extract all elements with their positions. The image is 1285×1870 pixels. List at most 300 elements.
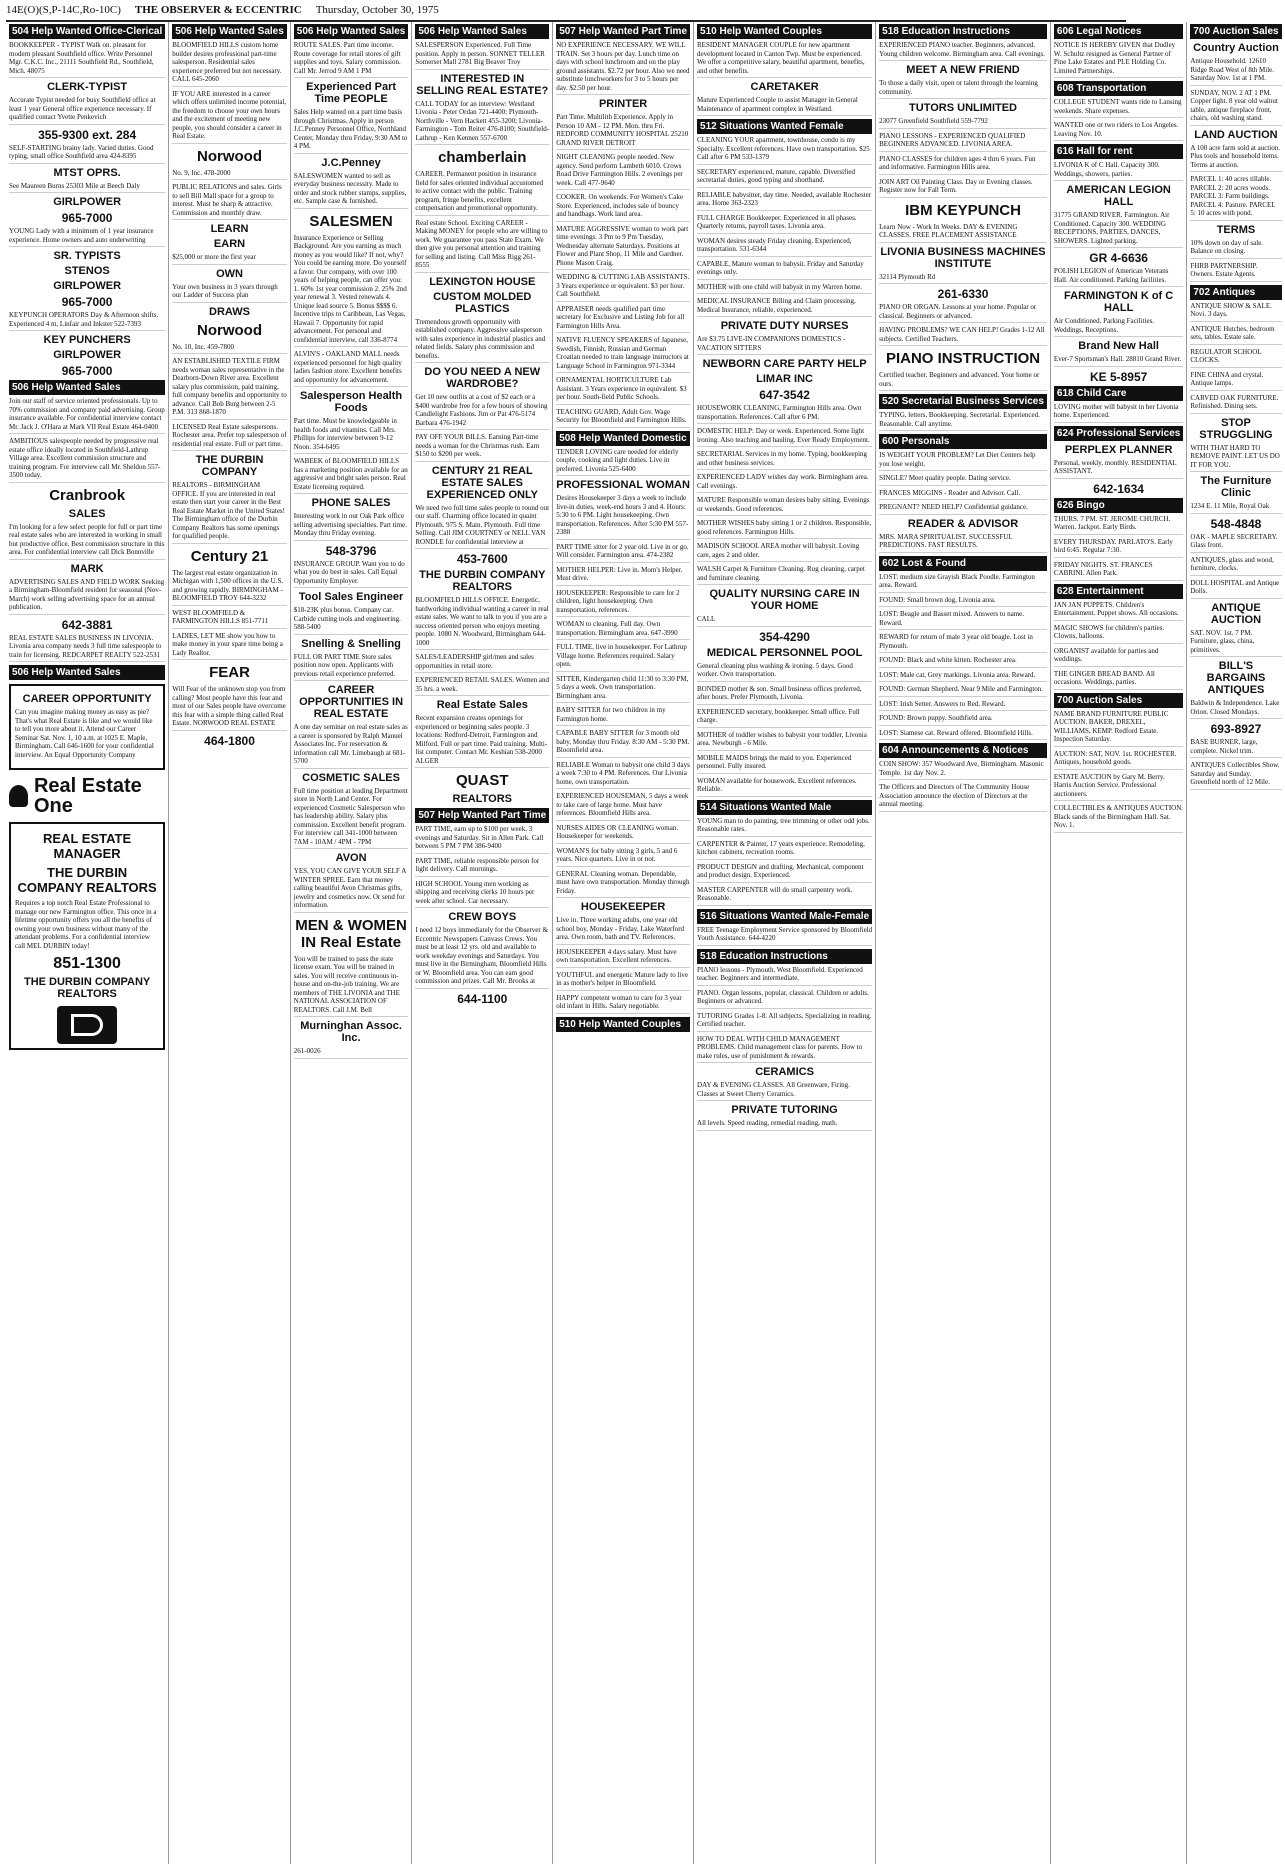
ad-heading: DRAWS — [209, 305, 250, 318]
classified-ad: PIANO OR ORGAN. Lessons at your home. Popular or classical. Beginners or advanced. — [879, 303, 1047, 323]
classified-ad: LOVING mother will babysit in her Livonia home. Experienced. — [1054, 403, 1183, 423]
classified-ad: PIANO. Organ lessons, popular, classical. Children or adults. Beginners or advanced. — [697, 989, 872, 1009]
ad-heading: OWN — [216, 267, 243, 280]
classified-ad: CLEANING YOUR apartment, townhouse, condo is my Specialty. Excellent references. Have own transportation. $25 Call after 6 PM 533-1379 — [697, 136, 872, 165]
ad-heading: AMERICAN LEGION HALL — [1066, 184, 1171, 208]
classified-ad: SUNDAY, NOV. 2 AT 1 PM. Copper light. 8 year old walnut table, antique fireplace front, chairs, old washing stand. — [1190, 89, 1281, 126]
classified-ad: ORNAMENTAL HORTICULTURE Lab Assistant. 3 Years experience in equivalent. $3 per hour. South-field Public Schools. — [556, 376, 690, 405]
classified-ad: HOUSEWORK CLEANING, Farmington Hills area. Own transportation. References. Call after 6 PM. — [697, 404, 872, 424]
ad-phone: KE 5-8957 — [1089, 369, 1148, 384]
ad-phone: 851-1300 — [53, 955, 121, 972]
classified-ad: Are $3.75 LIVE-IN COMPANIONS DOMESTICS - VACATION SITTERS — [697, 335, 872, 355]
classified-ad: PIANO LESSONS - EXPERIENCED QUALIFIED BEGINNERS ADVANCED. LIVONIA AREA. — [879, 132, 1047, 152]
ad-heading: SALES — [68, 507, 106, 520]
classified-ad: COLLEGE STUDENT wants ride to Lansing weekends. Share expenses. — [1054, 98, 1183, 118]
classified-ad: RELIABLE Woman to babysit one child 3 days a week 7:30 to 4 PM. References. Our Livonia home, own transportation. — [556, 761, 690, 790]
ad-heading: CREW BOYS — [448, 911, 517, 923]
classified-ad: Sales Help wanted on a part time basis through Christmas. Apply in person J.C.Penney Personnel Office, Northland Center, Monday thru Friday, 9:30 AM to 4 PM. — [294, 108, 409, 154]
classified-ad: AMBITIOUS salespeople needed by progressive real estate office ideally located in Southfield-Lathrup Village area. Excellent commission structure and training program. For interview call Mr. Sheldon 557-3500 today. — [9, 437, 165, 483]
classified-ad: PIANO lessons - Plymouth. West Bloomfield. Experienced teacher. Beginners and intermediate. — [697, 966, 872, 986]
classified-ad: FREE Teenage Employment Service sponsored by Bloomfield Youth Assistance. 644-4220 — [697, 926, 872, 946]
ad-phone: 644-1100 — [457, 991, 508, 1006]
classified-ad: Desires Housekeeper 3 days a week to include live-in duties, week-end hours 3 and 4. Hours: 5:30 to 6 PM. Light housekeeping. Own transportation. References. After 5:30 PM 557-2388 — [556, 494, 690, 540]
ad-heading: Country Auction — [1193, 42, 1279, 54]
ad-heading: CAREER OPPORTUNITY — [22, 693, 152, 705]
issue-date: Thursday, October 30, 1975 — [315, 4, 439, 16]
classified-ad: Personal, weekly, monthly. RESIDENTIAL ASSISTANT. — [1054, 459, 1183, 479]
classified-ad: FINE CHINA and crystal. Antique lamps. — [1190, 371, 1281, 391]
classified-ad: WALSH Carpet & Furniture Cleaning. Rug cleaning, carpet and furniture cleaning. — [697, 565, 872, 585]
classified-ad: COOKER. On weekends. For Women's Cake Store. Experienced, includes sale of bouncy and handbags. Work land area. — [556, 193, 690, 222]
ad-heading: READER & ADVISOR — [907, 517, 1019, 530]
classified-ad: PAY OFF YOUR BILLS. Earning Part-time needs a woman for the Christmas rush. Earn $150 to $200 per week. — [415, 433, 549, 462]
section-header: 520 Secretarial Business Services — [879, 394, 1047, 409]
ad-heading: BILL'S BARGAINS ANTIQUES — [1206, 660, 1266, 696]
ad-heading: THE DURBIN COMPANY — [195, 454, 264, 478]
classified-ad: MASTER CARPENTER will do small carpentry work. Reasonable. — [697, 886, 872, 906]
ad-phone: 965-7000 — [61, 364, 113, 378]
classified-ad: Will Fear of the unknown stop you from calling? Most people have this fear and most of our Sales people have overcome this fear with a simple thing called Real Estate. NORWOOD REAL ESTATE — [172, 685, 287, 731]
classified-ad: NOTICE IS HEREBY GIVEN that Dudley W. Schultz resigned as General Partner of Pine Lake Estates and PLE Holding Co. Limited Partnerships. — [1054, 41, 1183, 78]
ad-heading: PHONE SALES — [311, 497, 391, 509]
ad-heading: TUTORS UNLIMITED — [909, 102, 1018, 114]
section-header: 624 Professional Services — [1054, 426, 1183, 441]
classified-ad: HOUSEKEEPER 4 days salary. Must have own transportation. Excellent references. — [556, 948, 690, 968]
classified-ad: YOUNG man to do painting, tree trimming or other odd jobs. Reasonable rates. — [697, 817, 872, 837]
ad-heading: THE DURBIN COMPANY REALTORS — [23, 976, 151, 1000]
classified-ad: NO EXPERIENCE NECESSARY. WE WILL TRAIN. Set 3 hours per day. Lunch time on days with school lunchroom and on the play ground assistants. $2.72 per hour. Also we need substitute lunchworkers for 3 to 5 hours per day. $2.50 per hour. — [556, 41, 690, 95]
ad-heading: ANTIQUE AUCTION — [1210, 601, 1262, 626]
ad-phone: 548-4848 — [1210, 516, 1262, 531]
classified-ad: No. 10, Inc. 459-7800 — [172, 343, 287, 355]
classified-ad: AN ESTABLISHED TEXTILE FIRM needs woman sales representative in the Dearborn-Down River area. Excellent salary plus commission, paid training, full company benefits and opportunity to advance. Call Bob Burg between 2-5 P.M. 313 868-1870 — [172, 357, 287, 420]
classified-ad: Part time. Must be knowledgeable in health foods and vitamins. Call Mrs. Phillips for interview between 9-12 Noon. 354-6495 — [294, 417, 409, 454]
classified-ad: $18-23K plus bonus. Company car. Carbide cutting tools and engineering. 588-5400 — [294, 606, 409, 635]
classified-ad: ANTIQUES Collectibles Show. Saturday and Sunday. Greenfield north of 12 Mile. — [1190, 761, 1281, 790]
ad-heading: Snelling & Snelling — [301, 637, 401, 650]
classified-ad: Air Conditioned. Parking Facilities. Weddings, Receptions. — [1054, 317, 1183, 337]
column-9 — [1187, 22, 1284, 1864]
classified-ad: PART TIME, reliable responsible person for light delivery. Call mornings. — [415, 857, 549, 877]
ad-display-title: Century 21 — [190, 547, 269, 565]
section-header: 700 Auction Sales — [1054, 693, 1183, 708]
classified-ad: Baldwin & Independence. Lake Orion. Closed Mondays. — [1190, 699, 1281, 719]
classified-ad: PARCEL 1: 40 acres tillable. PARCEL 2: 20 acres woods. PARCEL 3: Farm buildings. PARCEL 4: Pasture. PARCEL 5: 10 acres with pond. — [1190, 175, 1281, 221]
classified-ad: MOTHER of toddler wishes to babysit your toddler, Livonia area. Newburgh - 6 Mile. — [697, 731, 872, 751]
classified-ad: LADIES, LET ME show you how to make money in your spare time being a Lady Realtor. — [172, 632, 287, 661]
logo-label: Real Estate One — [33, 775, 142, 817]
classified-ad: CALL TODAY for an interview: Westland Livonia - Peter Ordan 721-4400; Plymouth-Northville - Vern Hackett 455-3200; Livonia-Farmington - Tom Reiter 476-8100; Southfield-Lathrup - Ken Kennen 557-6700 — [415, 100, 549, 146]
classified-ad: DOMESTIC HELP: Day or week. Experienced. Some light ironing. Also teaching and hauling. Ever Ready Employment. — [697, 427, 872, 447]
classified-ad: Full time position at leading Department store in North Land Center. For experienced Cosmetic Salesperson who has leadership ability. Salary plus commission. Excellent benefit program. For interview call 341-1000 between 7AM - 10AM / 4PM - 7PM — [294, 787, 409, 850]
section-header: 507 Help Wanted Part Time — [415, 808, 549, 823]
ad-display-title: IBM KEYPUNCH — [905, 201, 1021, 219]
classified-ad: We need two full time sales people to round out our staff. Charming office located in quaint Plymouth. 975 S. Main. Plymouth. Full time Selling. Call JIM COURTNEY or NELL VAN RONDLE for confidential interview at — [415, 504, 549, 550]
ad-heading: LEXINGTON HOUSE — [429, 275, 536, 288]
section-header: 518 Education Instructions — [697, 949, 872, 964]
classified-ad: Certified teacher. Beginners and advanced. Your home or ours. — [879, 371, 1047, 391]
classified-ad: ANTIQUE SHOW & SALE. Novi. 3 days. — [1190, 302, 1281, 322]
section-header: 600 Personals — [879, 434, 1047, 449]
classified-ad: Get 10 new outfits at a cost of $2 each or a $400 wardrobe free for a few hours of showing Candlelight Fashions. Jim or Pat 476-5174 Barbara 476-1942 — [415, 393, 549, 430]
section-header: 628 Entertainment — [1054, 584, 1183, 599]
classified-ad: LOST: Male cat, Grey markings. Livonia area. Reward. — [879, 671, 1047, 683]
ad-heading: THE DURBIN COMPANY REALTORS — [419, 569, 546, 593]
classified-ad: See Maureen Burns 25303 Mile at Beech Daly — [9, 182, 165, 194]
ad-display-title: SALESMEN — [309, 212, 393, 230]
ad-phone: 965-7000 — [61, 295, 113, 309]
classified-ad: ADVERTISING SALES AND FIELD WORK Seeking a Birmingham-Bloomfield resident for seasonal (Nov-March) work selling advertising space for an annual publication. — [9, 578, 165, 615]
classified-ad: SELF-STARTING brainy lady. Varied duties. Good typing, small office Southfield area 424-8395 — [9, 144, 165, 164]
realty-logo — [9, 776, 165, 816]
classified-ad: PART TIME sitter for 2 year old. Live in or go. Will consider. Farmington area. 474-2382 — [556, 543, 690, 563]
ad-heading: SR. TYPISTS — [53, 250, 121, 262]
ad-heading: REAL ESTATE MANAGER — [43, 831, 132, 861]
ad-heading: GIRLPOWER — [53, 196, 122, 208]
column-4 — [412, 22, 553, 1864]
classified-ad: PUBLIC RELATIONS and sales. Girls to sell Bill Mall space for a group to interest. Must be sharp & attractive. Commission and monthly draw. — [172, 183, 287, 220]
ad-phone: 693-8927 — [1210, 722, 1262, 736]
classified-ad: BLOOMFIELD HILLS OFFICE. Energetic, hardworking individual wanting a career in real estate sales. We want to talk to you if you are a success oriented person who enjoys meeting people. 1080 N. Woodward, Birmingham 644-1000 — [415, 596, 549, 650]
classified-ad: Recent expansion creates openings for experienced or beginning sales people. 3 locations: Redford-Detroit, Farmington and Milford. Full or part time. Paid training. Multi-list computer. Contact Mr. Keshian 538-2000 ALGER — [415, 714, 549, 768]
section-header: 618 Child Care — [1054, 386, 1183, 401]
classified-ad: AUCTION: SAT, NOV. 1st. ROCHESTER. Antiques, household goods. — [1054, 750, 1183, 770]
classified-ad: SECRETARIAL Services in my home. Typing, bookkeeping and other business services. — [697, 450, 872, 470]
ad-heading: CUSTOM MOLDED PLASTICS — [433, 290, 532, 315]
classified-ad: Real estate School. Exciting CAREER - Making MONEY for people who are willing to work. We guarantee you pass State Exam. We then give you personal attention and training for selling and listing. Call Miss Rigg 261-8555 — [415, 219, 549, 273]
section-header: 506 Help Wanted Sales — [9, 380, 165, 395]
classified-ad: Learn Now - Work In Weeks. DAY & EVENING CLASSES. FREE PLACEMENT ASSISTANCE — [879, 223, 1047, 243]
ad-heading: LIMAR INC — [756, 373, 813, 385]
classified-ad: WABEEK of BLOOMFIELD HILLS has a marketing position available for an aggressive and bright sales person. Real Estate licensing required. — [294, 457, 409, 494]
classified-columns — [6, 22, 1280, 1864]
ad-phone: 453-7600 — [456, 552, 508, 566]
ad-heading: J.C.Penney — [321, 156, 381, 169]
classified-ad: Accurate Typist needed for busy Southfield office at least 1 year General office experience necessary. If qualified contact Yvette Penkevich — [9, 96, 165, 125]
classified-ad: ALVIN'S - OAKLAND MALL needs experienced personnel for high quality ladies fashion store. Excellent benefits and opportunity for advancement. — [294, 350, 409, 387]
classified-ad: MATURE AGGRESSIVE woman to work part time evenings. 3 Pm to 9 Pm Tuesday, Wednesday alternate Saturdays. Positions at Flower and Plant Shop, 11 Mile and Gardner. Phone Mason Craig. — [556, 225, 690, 271]
classified-ad: HAPPY competent woman to care for 3 year old infant in Hills. Salary negotiable. — [556, 994, 690, 1014]
ad-heading: CLERK-TYPIST — [47, 81, 128, 93]
durbin-logo-icon — [57, 1006, 117, 1044]
classified-ad: LOST: Irish Setter. Answers to Red. Reward. — [879, 700, 1047, 712]
section-header: 700 Auction Sales — [1190, 24, 1281, 39]
ad-heading: KEY PUNCHERS — [43, 334, 131, 346]
section-header: 626 Bingo — [1054, 498, 1183, 513]
section-header: 516 Situations Wanted Male-Female — [697, 909, 872, 924]
classified-ad: MOTHER HELPER: Live in. Mom's Helper. Must drive. — [556, 566, 690, 586]
classified-ad: YES, YOU CAN GIVE YOUR SELF A WINTER SPREE. Earn that money calling beautiful Avon Christmas gifts, jewelry and cosmetics now. Or send for information. — [294, 867, 409, 913]
ad-display-title: PIANO INSTRUCTION — [885, 350, 1041, 367]
classified-ad: FRANCES MIGGINS - Reader and Advisor. Call. — [879, 489, 1047, 501]
section-header: 514 Situations Wanted Male — [697, 800, 872, 815]
classified-ad: SALES/LEADERSHIP girl/men and sales opportunities in retail store. — [415, 653, 549, 673]
ad-heading: PRIVATE DUTY NURSES — [720, 320, 849, 332]
classified-ad: Interesting work in our Oak Park office selling advertising specialties. Part time. Monday thru Friday evening. — [294, 512, 409, 541]
classified-ad: TUTORING Grades 1-8. All subjects. Specializing in reading. Certified teacher. — [697, 1012, 872, 1032]
classified-ad: FULL TIME, live in housekeeper. For Lathrup Village home. References required. Salary open. — [556, 643, 690, 672]
classified-ad: WOMAN desires steady Friday cleaning. Experienced, transportation. 531-6344 — [697, 237, 872, 257]
classified-ad: NATIVE FLUENCY SPEAKERS of Japanese, Swedish, Finnish, Russian and German Croatian needed to train language instructors at Language School in Farmington 971-3344 — [556, 336, 690, 373]
classified-ad: PART TIME, earn up to $100 per week. 3 evenings and Saturday. Sit in Allen Park. Call between 5 PM 7 PM 386-9400 — [415, 825, 549, 854]
classified-ad: CAREER. Permanent position in insurance field for sales oriented individual accustomed to active contact with the public. Training program, fringe benefits, excellent compensation and promotional opportunity. — [415, 170, 549, 216]
classified-ad: CARPENTER & Painter, 17 years experience. Remodeling, kitchen cabinets, recreation rooms. — [697, 840, 872, 860]
column-7 — [876, 22, 1051, 1864]
section-header: 616 Hall for rent — [1054, 144, 1183, 159]
classified-ad: ANTIQUES, glass and wood, furniture, clocks. — [1190, 556, 1281, 576]
ad-heading: STENOS — [64, 265, 110, 277]
classified-ad: All levels. Speed reading, remedial reading, math. — [697, 1119, 872, 1131]
section-header: 510 Help Wanted Couples — [556, 1017, 690, 1032]
classified-ad: ROUTE SALES. Part time income. Route coverage for retail stores of gift supplies and toys. Salary commission. Call Mr. Jerrod 9 AM 1 PM — [294, 41, 409, 78]
ad-phone: 647-3542 — [759, 388, 810, 402]
ad-text: Can you imagine making money as easy as pie? That's what Real Estate is like and we would like to tell you more about it. Attend our Career Seminar Sat. Nov. 1, 10 a.m. at 1025 E. Maple, Birmingham. Call 646-1600 for your confidential interview. An Equal Opportunity Company — [15, 708, 154, 759]
ad-heading: Brand New Hall — [1078, 340, 1159, 352]
classified-ad: BONDED mother & son. Small business offices preferred, after hours. Prefer Plymouth, Livonia. — [697, 685, 872, 705]
ad-heading: MEET A NEW FRIEND — [906, 64, 1020, 76]
section-header: 506 Help Wanted Sales — [9, 665, 165, 680]
classified-ad: The largest real estate organization in Michigan with 1,500 offices in the U.S. and growing rapidly. BIRMINGHAM - BLOOMFIELD TROY 644-3232 — [172, 569, 287, 606]
classified-ad: KEYPUNCH OPERATORS Day & Afternoon shifts. Experienced 4 m, Linfair and Inkster 522-7393 — [9, 311, 165, 331]
classified-ad: HIGH SCHOOL Young men working as shipping and receiving clerks 10 hours per week after school. Car necessary. — [415, 880, 549, 909]
ad-heading: CERAMICS — [755, 1066, 814, 1078]
classified-ad: Join our staff of service oriented professionals. Up to 70% commission and company paid advertising. Group insurance available. For confidential interview contact Mr. Jack J. O'Hara at Mark VII Real Estate 464-0400 — [9, 397, 165, 434]
column-5 — [553, 22, 694, 1864]
classified-ad: BABY SITTER for two children in my Farmington home. — [556, 706, 690, 726]
classified-ad: LOST: Siamese cat. Reward offered. Bloomfield Hills. — [879, 729, 1047, 741]
classified-ad: WEDDING & CUTTING LAB ASSISTANTS. 3 Years experience or equivalent. $3 per hour. Call Southfield. — [556, 273, 690, 302]
ad-phone: 261-6330 — [937, 287, 989, 301]
ad-heading: INTERESTED IN SELLING REAL ESTATE? — [416, 72, 549, 97]
ad-phone: 548-3796 — [325, 543, 377, 558]
ad-heading: QUALITY NURSING CARE IN YOUR HOME — [709, 588, 860, 612]
ad-phone: 642-1634 — [1093, 481, 1144, 496]
classified-ad: REALTORS - BIRMINGHAM OFFICE. If you are interested in real estate then start your career in the Best Real Estate Market in the United States! The Birmingham office of the Durbin Company Realtors has some openings for qualified people. — [172, 481, 287, 544]
classified-ad: CAPABLE, Mature woman to babysit. Friday and Saturday evenings only. — [697, 260, 872, 280]
ad-heading: DO YOU NEED A NEW WARDROBE? — [424, 366, 541, 390]
classified-ad: LIVONIA K of C Hall. Capacity 300. Weddings, showers, parties. — [1054, 161, 1183, 181]
classified-ad: SAT. NOV. 1st. 7 PM. Furniture, glass, china, primitives. — [1190, 629, 1281, 658]
classified-ad: MOTHER with one child will babysit in my Warren home. — [697, 283, 872, 295]
classified-ad: EXPERIENCED RETAIL SALES. Women and 35 hrs. a week. — [415, 676, 549, 696]
section-header: 602 Lost & Found — [879, 556, 1047, 571]
classified-ad: Live in. Three working adults, one year old school boy, Monday - Friday. Lake Waterford area. Own room, bath and TV. References. — [556, 916, 690, 945]
classified-ad: EXPERIENCED HOUSEMAN, 5 days a week to take care of large home. Must have references. Bloomfield Hills area. — [556, 792, 690, 821]
classified-ad: FULL CHARGE Bookkeeper. Experienced in all phases. Quarterly returns, payroll taxes. Livonia area. — [697, 214, 872, 234]
ad-heading: LIVONIA BUSINESS MACHINES INSTITUTE — [880, 245, 1046, 270]
classified-ad: REAL ESTATE SALES BUSINESS IN LIVONIA. Livonia area company needs 3 full time salespeople to train for licensing. REDCARPET REALTY 522-2531 — [9, 634, 165, 663]
classified-ad: SALESPERSON Experienced. Full Time position. Apply in person. SONNET TELLER Somerset Mall 2781 Big Beaver Troy — [415, 41, 549, 70]
classified-ad: TEACHING GUARD, Adult Gov. Wage Security for Bloomfield and Farmington Hills. — [556, 408, 690, 428]
ad-heading: Experienced Part Time PEOPLE — [306, 81, 397, 105]
classified-ad: MADISON SCHOOL AREA mother will babysit. Loving care, ages 2 and older. — [697, 542, 872, 562]
ad-heading: MTST OPRS. — [53, 166, 121, 179]
section-header: 512 Situations Wanted Female — [697, 119, 872, 134]
classified-ad: NAME BRAND FURNITURE PUBLIC AUCTION. BAKER, DREXEL, WILLIAMS, KEMP. Redford Estate. Inspection Saturday. — [1054, 710, 1183, 747]
classified-ad: MOBILE MAIDS brings the maid to you. Experienced personnel. Fully insured. — [697, 754, 872, 774]
classified-ad: 32114 Plymouth Rd — [879, 273, 1047, 285]
classified-ad: BOOKKEEPER - TYPIST Walk on. pleasant for modern pleasant Southfield office. Write Personnel Mgr. C.K.C. Inc., 21111 Southfield Rd., Southfield, Mich. 48075 — [9, 41, 165, 78]
classified-ad: Insurance Experience or Selling Background. Are you earning as much money as you would like? If not, why? You could be earning more. Do yourself a favor. Our company, with over 100 years of helping people, can offer you: 1. 60% 1st year commission 2. 25% 2nd year renewal 3. Vested renewals 4. Unique lead source 5. Bonus $$$$ 6. Incentive trips to Caribbean, Las Vegas, Hawaii 7. Opportunity for rapid advancement. For personal and confidential interview, call 336-8774 — [294, 234, 409, 348]
section-header: 518 Education Instructions — [879, 24, 1047, 39]
classified-ad: IF YOU ARE interested in a career which offers unlimited income potential, the freedom to choose your own hours and the excitement of meeting new people, you should consider a career in Real Estate. — [172, 90, 287, 144]
classified-ad: DAY & EVENING CLASSES. All Greenware, Firing. Classes at Sweet Cherry Ceramics. — [697, 1081, 872, 1101]
column-8 — [1051, 22, 1187, 1864]
classified-ad: MEDICAL INSURANCE Billing and Claim processing, Medical Insurance, reliable, experienced. — [697, 297, 872, 317]
ad-phone: 355-9300 ext. 284 — [38, 127, 137, 142]
ad-heading: Real Estate Sales — [436, 699, 528, 711]
classified-ad: No. 9, Inc. 478-2000 — [172, 169, 287, 181]
classified-ad: ORGANIST available for parties and weddings. — [1054, 647, 1183, 667]
ad-heading: STOP STRUGGLING — [1199, 416, 1273, 441]
classified-ad: THURS. 7 PM. ST. JEROME CHURCH. Warren. Jackpot. Early Birds. — [1054, 515, 1183, 535]
ad-heading: FARMINGTON K of C HALL — [1064, 290, 1174, 314]
ad-heading: PRINTER — [598, 98, 648, 110]
ad-heading: CENTURY 21 REAL ESTATE SALES EXPERIENCED ONLY — [426, 464, 538, 501]
classified-ad: 1234 E. 11 Mile, Royal Oak — [1190, 502, 1281, 514]
ad-heading: PRIVATE TUTORING — [731, 1104, 838, 1116]
classified-ad: CAPABLE BABY SITTER for 3 month old baby, Monday thru Friday. 8:30 AM - 5:30 PM. Bloomfield area. — [556, 729, 690, 758]
classified-ad: YOUNG Lady with a minimum of 1 year insurance experience. Home owners and auto underwriting — [9, 227, 165, 247]
classified-ad: Your own business in 3 years through our Ladder of Success plan — [172, 283, 287, 303]
ad-heading: LEARN — [210, 223, 249, 235]
house-icon — [9, 785, 28, 807]
classified-ad: MOTHER WISHES baby sitting 1 or 2 children. Responsible, good references. Farmington Hills. — [697, 519, 872, 539]
classified-ad: A 100 acre farm sold at auction. Plus tools and household items. Terms at auction. — [1190, 144, 1281, 173]
section-header: 510 Help Wanted Couples — [697, 24, 872, 39]
classified-ad: WANTED one or two riders to Los Angeles. Leaving Nov. 10. — [1054, 121, 1183, 141]
ad-phone: 464-1800 — [204, 733, 255, 748]
ad-phone: 642-3881 — [61, 617, 113, 632]
column-2 — [169, 22, 291, 1864]
section-header: 608 Transportation — [1054, 81, 1183, 96]
section-header: 606 Legal Notices — [1054, 24, 1183, 39]
classified-ad: COIN SHOW: 357 Woodward Ave, Birmingham. Masonic Temple. 1st day Nov. 2. — [879, 760, 1047, 780]
section-header: 506 Help Wanted Sales — [294, 24, 409, 39]
classified-ad: FHRB PARTNERSHIP. Owners. Estate Agents. — [1190, 262, 1281, 282]
classified-ad: EXPERIENCED LADY wishes day work. Birmingham area. Call evenings. — [697, 473, 872, 493]
ad-text: Requires a top notch Real Estate Professional to manage our new Farmington office. This once in a lifetime opportunity offers you all the benefits of owning your own business without many of the attendant problems. For a confidential interview call MEL DURBIN today! — [15, 899, 157, 950]
classified-ad: SITTER, Kindergarten child 11:30 to 3:30 PM, 5 days a week. Own transportation. Birmingham area. — [556, 675, 690, 704]
section-header: 504 Help Wanted Office-Clerical — [9, 24, 165, 39]
classified-ad: OAK - MAPLE SECRETARY. Glass front. — [1190, 533, 1281, 553]
ad-heading: The Furniture Clinic — [1200, 475, 1272, 499]
section-header: 508 Help Wanted Domestic — [556, 431, 690, 446]
section-header: 604 Announcements & Notices — [879, 743, 1047, 758]
ad-display-title: Cranbrook — [49, 486, 126, 504]
ad-heading: Tool Sales Engineer — [298, 591, 404, 603]
classified-ad: EXPERIENCED PIANO teacher. Beginners, advanced. Young children welcome. Birmingham area. Call evenings. — [879, 41, 1047, 61]
ad-heading: REALTORS — [452, 793, 513, 805]
ad-display-title: Norwood — [197, 321, 263, 339]
classified-ad: CARVED OAK FURNITURE. Refinished. Dining sets. — [1190, 394, 1281, 414]
classified-ad: A one day seminar on real estate sales as a career is sponsored by Ralph Manuel Associates Inc. For reservation & information call Mr. Limebaugh at 681-5700 — [294, 723, 409, 769]
section-header: 507 Help Wanted Part Time — [556, 24, 690, 39]
ad-heading: COSMETIC SALES — [302, 771, 400, 784]
ad-heading: TERMS — [1216, 223, 1256, 236]
display-ad-box — [9, 684, 165, 770]
classified-ad: JOIN ART Oil Painting Class. Day or Evening classes. Register now for Fall Term. — [879, 178, 1047, 198]
classified-ad: COLLECTIBLES & ANTIQUES AUCTION. Black sands of the Birmingham Hall. Sat. Nov. 1. — [1054, 804, 1183, 833]
classified-ad: Part Time. Multilith Experience. Apply in Person 10 AM - 12 PM. Mon. thru Fri. REDFORD COMMUNITY HOSPITAL 25210 GRAND RIVER DETROIT — [556, 113, 690, 150]
column-1 — [6, 22, 169, 1864]
display-ad-box — [9, 822, 165, 1050]
classified-ad: I need 12 boys immediately for the Observer & Eccentric Newspapers Canvass Crews. You must be at least 12 yrs. old and available to work weekday evenings and Saturdays. You must live in the Birmingham, Bloomfield Hills or W. Bloomfield area. You can earn good commission and prizes. Call Mr. Brooks at — [415, 926, 549, 989]
classified-ad: TYPING, letters, Bookkeeping. Secretarial. Experienced. Reasonable. Call anytime. — [879, 411, 1047, 431]
ad-heading: PERPLEX PLANNER — [1064, 443, 1173, 456]
ad-heading: NEWBORN CARE PARTY HELP — [702, 358, 867, 370]
ad-display-title: MEN & WOMEN IN Real Estate — [295, 916, 407, 951]
classified-ad: HOUSEKEEPER: Responsible to care for 2 children, light housekeeping. Own transportation, references. — [556, 589, 690, 618]
classified-ad: CALL — [697, 615, 872, 627]
classified-ad: MATURE Responsible woman desires baby sitting. Evenings or weekends. Good references. — [697, 496, 872, 516]
classified-ad: PRODUCT DESIGN and drafting. Mechanical, component and product design. Experienced. — [697, 863, 872, 883]
classified-ad: PIANO CLASSES for children ages 4 thru 6 years. Fun and informative. Farmington Hills area. — [879, 155, 1047, 175]
classified-ad: LOST: medium size Grayish Black Poodle. Farmington area. Reward. — [879, 573, 1047, 593]
classified-ad: WOMAN to cleaning. Full day. Own transportation. Birmingham area. 647-3990 — [556, 620, 690, 640]
ad-heading: MEDICAL PERSONNEL POOL — [706, 646, 863, 659]
classified-ad: 23077 Greenfield Southfield 559-7792 — [879, 117, 1047, 129]
ad-display-title: chamberlain — [438, 149, 527, 166]
classified-ad: You will be trained to pass the state license exam. You will be trained in sales. You will receive continuous in-house and on-the-job training. We are members of THE LIVONIA and THE NATIONAL ASSOCIATION OF REALTORS. Call J.M. Bell — [294, 955, 409, 1018]
classified-ad: TENDER LOVING care needed for elderly couple, cooking and light duties. Live in preferred. Livonia 525-6400 — [556, 448, 690, 477]
ad-heading: Salesperson Health Foods — [300, 390, 403, 414]
classified-ad: WOMAN'S for baby sitting 3 girls, 5 and 6 years. Nice quarters. Live in or not. — [556, 847, 690, 867]
classified-ad: MAGIC SHOWS for children's parties. Clowns, balloons. — [1054, 624, 1183, 644]
column-3 — [291, 22, 413, 1864]
classified-ad: REWARD for return of male 3 year old beagle. Lost in Plymouth. — [879, 633, 1047, 653]
classified-ad: DOLL HOSPITAL and Antique Dolls. — [1190, 579, 1281, 599]
classified-ad: SALESWOMEN wanted to sell as everyday business necessity. Made to order and stock rubber stamps, supplies, etc. Sample case & furnished. — [294, 172, 409, 209]
classified-ad: NIGHT CLEANING people needed. New agency. Send perform Lambeth 6010. Crows Road Drive Farmington Hills. 2 evenings per week. Call 477-9640 — [556, 153, 690, 190]
classified-ad: I'm looking for a few select people for full or part time real estate sales who are interested in working in small but productive office. Best commission structure in this area. For confidential interview call Dick Bonnville — [9, 523, 165, 560]
classified-ad: RELIABLE babysitter, day time. Needed, available Rochester area. Home 363-2323 — [697, 191, 872, 211]
classified-ad: Antique Household. 12610 Ridge Road West of 8th Mile. Saturday Nov. 1st at 1 PM. — [1190, 57, 1281, 86]
section-header: 506 Help Wanted Sales — [172, 24, 287, 39]
classified-ad: GENERAL Cleaning woman. Dependable, must have own transportation. Monday through Friday. — [556, 870, 690, 899]
ad-phone: GR 4-6636 — [1089, 251, 1148, 265]
classified-ad: $25,000 or more the first year — [172, 253, 287, 265]
classified-ad: Tremendous growth opportunity with established company. Aggressive salesperson with sales experience in industrial plastics and related fields. Salary plus commission and benefits. — [415, 318, 549, 364]
classified-ad: ANTIQUE Hutches, bedroom sets, tables. Estate sale. — [1190, 325, 1281, 345]
classified-ad: POLISH LEGION of American Veterans Hall. Air conditioned. Parking facilities. — [1054, 267, 1183, 287]
classified-ad: FRIDAY NIGHTS. ST. FRANCES CABRINI. Allen Park. — [1054, 561, 1183, 581]
classified-ad: LICENSED Real Estate salespersons. Rochester area. Prefer top salesperson of residential real estate. Full or part time. — [172, 423, 287, 452]
column-6 — [694, 22, 876, 1864]
ad-heading: GIRLPOWER — [53, 280, 122, 292]
masthead — [6, 4, 1126, 22]
ad-heading: CAREER OPPORTUNITIES IN REAL ESTATE — [299, 684, 404, 720]
classified-ad: EVERY THURSDAY. PARLATO'S. Early bird 6:45. Regular 7:30. — [1054, 538, 1183, 558]
ad-heading: LAND AUCTION — [1194, 128, 1278, 141]
ad-heading: HOUSEKEEPER — [580, 901, 666, 913]
classified-ad: RESIDENT MANAGER COUPLE for new apartment development located in Canton Twp. Must be experienced. We offer a competitive salary, beautiful apartment, benefits, and other benefits. — [697, 41, 872, 78]
ad-display-title: Norwood — [197, 147, 263, 165]
classified-ad: SINGLE? Meet quality people. Dating service. — [879, 474, 1047, 486]
classified-ad: APPRAISER needs qualified part time secretary for Exclusive and Listing Job for all Farmington Hills Area. — [556, 305, 690, 334]
ad-phone: 354-4290 — [759, 629, 810, 644]
classified-ad: FOUND: Brown puppy. Southfield area. — [879, 714, 1047, 726]
classified-ad: PREGNANT? NEED HELP? Confidential guidance. — [879, 503, 1047, 515]
section-header: 702 Antiques — [1190, 285, 1281, 300]
ad-heading: MARK — [70, 562, 104, 575]
ad-heading: GIRLPOWER — [53, 349, 122, 361]
classified-ad: FOUND: Small brown dog, Livonia area. — [879, 596, 1047, 608]
ad-display-title: THE DURBIN COMPANY REALTORS — [17, 865, 157, 895]
ad-heading: CARETAKER — [750, 81, 819, 93]
classified-ad: General cleaning plus washing & ironing. 5 days. Good worker. Own transportation. — [697, 662, 872, 682]
ad-heading: EARN — [213, 238, 246, 250]
